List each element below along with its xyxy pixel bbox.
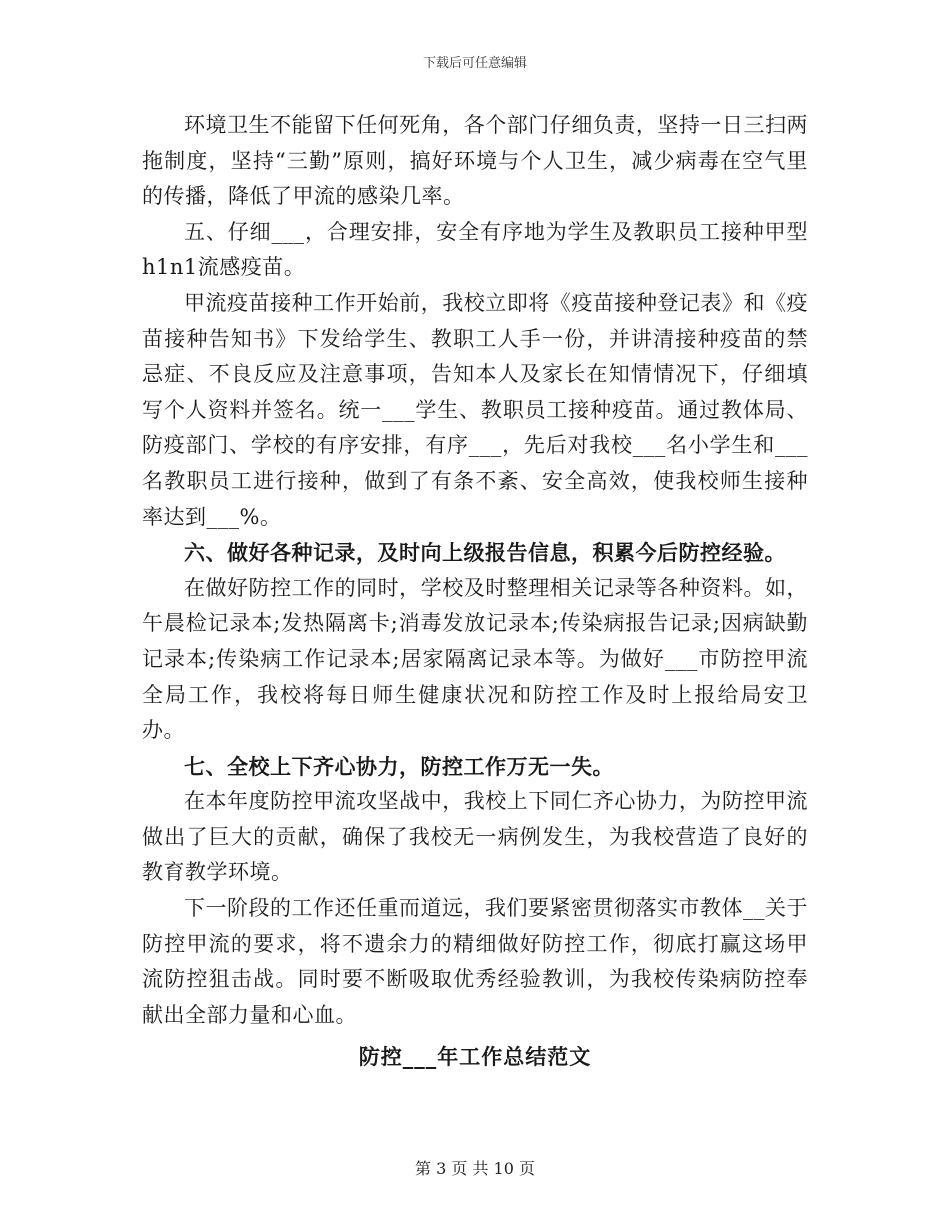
section-6-heading: 六、做好各种记录，及时向上级报告信息，积累今后防控经验。: [184, 540, 786, 566]
page-header: 下载后可任意编辑: [422, 56, 527, 71]
section-7-heading: 七、全校上下齐心协力，防控工作万无一失。: [184, 753, 614, 779]
paragraph-next-stage: 下一阶段的工作还任重而道远，我们要紧密贯彻落实市教体__关于防控甲流的要求，将不遗余力的精细做好防控工作，彻底打赢这场甲流防控狙击战。同时要不断吸取优秀经验教训，为我校传染病防控奉献出全部力量和心血。: [142, 896, 808, 1027]
document-body: [142, 108, 808, 1075]
section-title: 防控___年工作总结范文: [358, 1044, 592, 1070]
paragraph-records: 在做好防控工作的同时，学校及时整理相关记录等各种资料。如，午晨检记录本;发热隔离卡;消毒发放记录本;传染病报告记录;因病缺勤记录本;传染病工作记录本;居家隔离记录本等。为做好___市防控甲流全局工作，我校将每日师生健康状况和防控工作及时上报给局安卫办。: [142, 575, 808, 743]
paragraph-vaccination: 甲流疫苗接种工作开始前，我校立即将《疫苗接种登记表》和《疫苗接种告知书》下发给学生、教职工人手一份，并讲清接种疫苗的禁忌症、不良反应及注意事项，告知本人及家长在知情情况下，仔细填写个人资料并签名。统一___学生、教职员工接种疫苗。通过教体局、防疫部门、学校的有序安排，有序___，先后对我校___名小学生和___名教职员工进行接种，做到了有条不紊、安全高效，使我校师生接种率达到___%。: [142, 290, 808, 529]
page-footer: 第 3 页 共 10 页: [415, 1159, 535, 1178]
paragraph-hygiene: 环境卫生不能留下任何死角，各个部门仔细负责，坚持一日三扫两拖制度，坚持“三勤”原则，搞好环境与个人卫生，减少病毒在空气里的传播，降低了甲流的感染几率。: [142, 113, 808, 209]
paragraph-section-5-heading: 五、仔细___，合理安排，安全有序地为学生及教职员工接种甲型h1n1流感疫苗。: [142, 219, 808, 280]
paragraph-cooperation: 在本年度防控甲流攻坚战中，我校上下同仁齐心协力，为防控甲流做出了巨大的贡献，确保了我校无一病例发生，为我校营造了良好的教育教学环境。: [142, 789, 808, 885]
